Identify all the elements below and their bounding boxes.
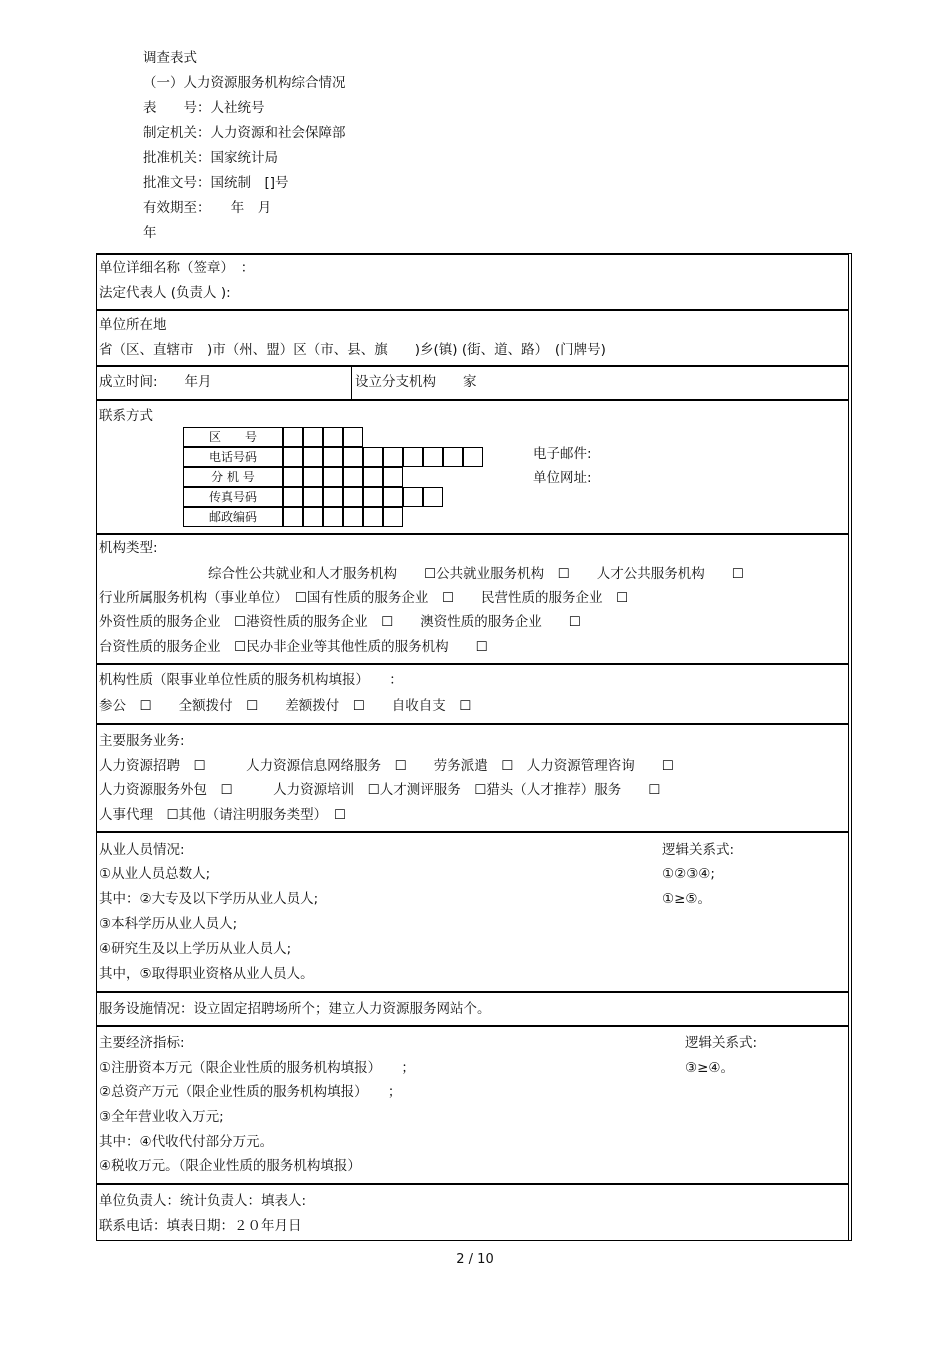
contact-row-label: 区 号 xyxy=(183,427,283,447)
signoff-responsible[interactable]: 单位负责人：统计负责人：填表人: xyxy=(99,1193,307,1209)
economic-section xyxy=(97,1026,849,1184)
survey-form xyxy=(96,253,852,1241)
digit-box[interactable] xyxy=(343,467,363,487)
establish-section xyxy=(97,366,849,400)
economic-logic-1: ③≥④。 xyxy=(685,1060,735,1076)
email-field[interactable]: 电子邮件: xyxy=(533,446,592,462)
signoff-section xyxy=(97,1184,849,1240)
page-number: 2 / 10 xyxy=(456,1252,494,1267)
staff-logic-1: ①②③④; xyxy=(662,866,715,882)
approval-number: 批准文号：国统制 []号 xyxy=(143,175,289,191)
digit-box[interactable] xyxy=(283,427,303,447)
contact-section xyxy=(97,400,849,534)
location-label: 单位所在地 xyxy=(99,317,167,333)
establish-date-field[interactable]: 成立时间: 年月 xyxy=(99,374,212,390)
valid-year: 年 xyxy=(143,225,157,241)
digit-box[interactable] xyxy=(383,467,403,487)
digit-box[interactable] xyxy=(323,447,343,467)
digit-box[interactable] xyxy=(463,447,483,467)
business-line-3[interactable]: 人事代理 ☐其他（请注明服务类型） ☐ xyxy=(99,807,346,823)
digit-box[interactable] xyxy=(303,487,323,507)
digit-box[interactable] xyxy=(383,447,403,467)
business-line-1[interactable]: 人力资源招聘 ☐ 人力资源信息网络服务 ☐ 劳务派遣 ☐ 人力资源管理咨询 ☐ xyxy=(99,758,674,774)
digit-box[interactable] xyxy=(343,447,363,467)
digit-box[interactable] xyxy=(363,507,383,527)
digit-box[interactable] xyxy=(283,507,303,527)
business-label: 主要服务业务: xyxy=(99,733,185,749)
digit-box[interactable] xyxy=(383,507,403,527)
contact-label: 联系方式 xyxy=(99,408,153,424)
nature-section xyxy=(97,664,849,724)
establish-divider xyxy=(351,367,352,399)
facilities-section xyxy=(97,992,849,1026)
digit-box[interactable] xyxy=(303,447,323,467)
tax-paid[interactable]: ④税收万元。（限企业性质的服务机构填报） xyxy=(99,1158,361,1174)
staff-certified[interactable]: 其中，⑤取得职业资格从业人员人。 xyxy=(99,966,314,982)
nature-options[interactable]: 参公 ☐ 全额拨付 ☐ 差额拨付 ☐ 自收自支 ☐ xyxy=(99,698,472,714)
org-type-line-3[interactable]: 外资性质的服务企业 ☐港资性质的服务企业 ☐ 澳资性质的服务企业 ☐ xyxy=(99,614,581,630)
issuer: 制定机关：人力资源和社会保障部 xyxy=(143,125,346,141)
digit-box[interactable] xyxy=(403,447,423,467)
digit-box[interactable] xyxy=(423,487,443,507)
form-name: （一）人力资源服务机构综合情况 xyxy=(143,75,346,91)
economic-label: 主要经济指标: xyxy=(99,1035,185,1051)
digit-box[interactable] xyxy=(343,487,363,507)
staff-bachelor[interactable]: ③本科学历从业人员人; xyxy=(99,916,238,932)
contact-row-label: 传真号码 xyxy=(183,487,283,507)
staff-graduate[interactable]: ④研究生及以上学历从业人员人; xyxy=(99,941,292,957)
nature-label: 机构性质（限事业单位性质的服务机构填报） ： xyxy=(99,672,403,688)
legal-rep-field[interactable]: 法定代表人 (负责人 ): xyxy=(99,285,231,301)
staff-college[interactable]: 其中：②大专及以下学历从业人员人; xyxy=(99,891,319,907)
org-type-label: 机构类型: xyxy=(99,540,158,556)
staff-total[interactable]: ①从业人员总数人; xyxy=(99,866,211,882)
digit-box[interactable] xyxy=(323,507,343,527)
digit-box[interactable] xyxy=(283,447,303,467)
digit-box[interactable] xyxy=(343,427,363,447)
facilities-field[interactable]: 服务设施情况：设立固定招聘场所个；建立人力资源服务网站个。 xyxy=(99,1001,491,1017)
valid-until: 有效期至： 年 月 xyxy=(143,200,272,216)
digit-box[interactable] xyxy=(363,487,383,507)
org-type-line-2[interactable]: 行业所属服务机构（事业单位） ☐国有性质的服务企业 ☐ 民营性质的服务企业 ☐ xyxy=(99,590,629,606)
business-line-2[interactable]: 人力资源服务外包 ☐ 人力资源培训 ☐人才测评服务 ☐猎头（人才推荐）服务 ☐ xyxy=(99,782,661,798)
contact-row-label: 电话号码 xyxy=(183,447,283,467)
contact-row-label: 分 机 号 xyxy=(183,467,283,487)
digit-box[interactable] xyxy=(403,487,423,507)
org-type-section xyxy=(97,534,849,664)
org-type-line-4[interactable]: 台资性质的服务企业 ☐民办非企业等其他性质的服务机构 ☐ xyxy=(99,639,488,655)
digit-box[interactable] xyxy=(283,487,303,507)
form-type: 调查表式 xyxy=(143,50,197,66)
annual-revenue[interactable]: ③全年营业收入万元; xyxy=(99,1109,224,1125)
website-field[interactable]: 单位网址: xyxy=(533,470,592,486)
address-field[interactable]: 省（区、直辖市 )市（州、盟）区（市、县、旗 )乡(镇) (街、道、路） (门牌号) xyxy=(99,342,606,358)
business-section xyxy=(97,724,849,832)
staff-logic-2: ①≥⑤。 xyxy=(662,891,712,907)
org-type-line-1[interactable]: 综合性公共就业和人才服务机构 ☐公共就业服务机构 ☐ 人才公共服务机构 ☐ xyxy=(208,566,744,582)
digit-box[interactable] xyxy=(363,467,383,487)
table-number: 表 号：人社统号 xyxy=(143,100,265,116)
total-assets[interactable]: ②总资产万元（限企业性质的服务机构填报） ； xyxy=(99,1084,402,1100)
digit-box[interactable] xyxy=(323,427,343,447)
contact-row-label: 邮政编码 xyxy=(183,507,283,527)
digit-box[interactable] xyxy=(323,487,343,507)
digit-box[interactable] xyxy=(443,447,463,467)
signoff-contact[interactable]: 联系电话：填表日期：２０年月日 xyxy=(99,1218,302,1234)
branch-count-field[interactable]: 设立分支机构 家 xyxy=(355,374,477,390)
collected-payments[interactable]: 其中：④代收代付部分万元。 xyxy=(99,1134,274,1150)
digit-box[interactable] xyxy=(423,447,443,467)
digit-box[interactable] xyxy=(303,427,323,447)
digit-box[interactable] xyxy=(283,467,303,487)
unit-section xyxy=(97,254,849,310)
digit-box[interactable] xyxy=(303,467,323,487)
digit-box[interactable] xyxy=(383,487,403,507)
staff-logic-label: 逻辑关系式: xyxy=(662,842,735,858)
unit-name-field[interactable]: 单位详细名称（签章） ： xyxy=(99,260,255,276)
approver: 批准机关：国家统计局 xyxy=(143,150,278,166)
digit-box[interactable] xyxy=(323,467,343,487)
digit-box[interactable] xyxy=(343,507,363,527)
economic-logic-label: 逻辑关系式: xyxy=(685,1035,758,1051)
digit-box[interactable] xyxy=(363,447,383,467)
location-section xyxy=(97,310,849,366)
registered-capital[interactable]: ①注册资本万元（限企业性质的服务机构填报） ； xyxy=(99,1060,415,1076)
staff-label: 从业人员情况: xyxy=(99,842,185,858)
digit-box[interactable] xyxy=(303,507,323,527)
staff-section xyxy=(97,832,849,992)
